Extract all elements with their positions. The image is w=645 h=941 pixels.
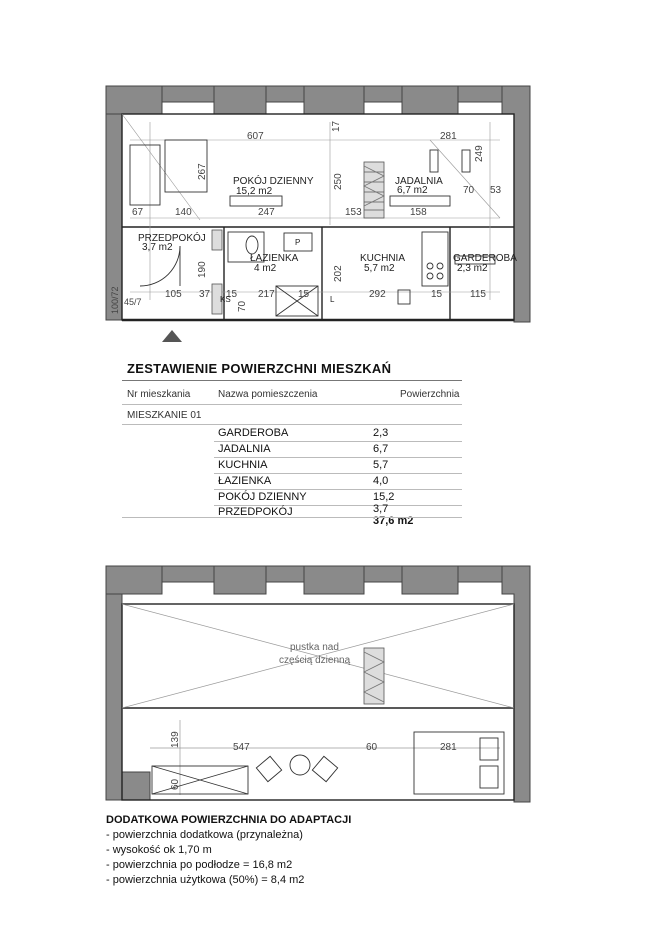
room-area: 2,3 m2 — [457, 263, 488, 274]
table-row-value: 4,0 — [373, 475, 389, 487]
room-name: POKÓJ DZIENNY — [233, 176, 314, 187]
dim: 105 — [165, 289, 182, 300]
dim: 190 — [197, 261, 208, 278]
room-area: 15,2 m2 — [236, 186, 273, 197]
table-row-name: JADALNIA — [218, 443, 271, 455]
room-name: JADALNIA — [395, 176, 443, 187]
table-row-value: 3,7 — [373, 503, 389, 515]
dim: 292 — [369, 289, 386, 300]
table-row-name: POKÓJ DZIENNY — [218, 491, 307, 503]
dim: 60 — [170, 778, 181, 790]
dim: 115 — [470, 289, 486, 300]
dim: 53 — [490, 185, 502, 196]
table-row-value: 15,2 — [373, 491, 395, 503]
void-label: pustka nad — [290, 642, 339, 653]
room-name: ŁAZIENKA — [250, 253, 299, 264]
room-area: 6,7 m2 — [397, 185, 428, 196]
dim: 281 — [440, 131, 457, 142]
dim: 60 — [366, 742, 378, 753]
table-row-name: GARDEROBA — [218, 427, 289, 439]
room-area: 3,7 m2 — [142, 242, 173, 253]
floor-plan-attic — [0, 560, 645, 805]
symbol-ks: KS — [220, 295, 231, 304]
outer-walls — [106, 566, 530, 802]
dim: 158 — [410, 207, 427, 218]
dim: 217 — [258, 289, 275, 300]
notes-item: - powierzchnia dodatkowa (przynależna) — [106, 829, 303, 841]
dim: 45/7 — [124, 297, 142, 307]
entrance-arrow-icon — [162, 330, 182, 342]
floor-plan-main — [0, 0, 645, 345]
dim: 607 — [247, 131, 264, 142]
room-area: 5,7 m2 — [364, 263, 395, 274]
dim: 267 — [197, 163, 208, 180]
notes-item: - wysokość ok 1,70 m — [106, 844, 212, 856]
notes-heading: DODATKOWA POWIERZCHNIA DO ADAPTACJI — [106, 814, 352, 826]
dim: 37 — [199, 289, 211, 300]
room-area: 4 m2 — [254, 263, 277, 274]
room-name: KUCHNIA — [360, 253, 406, 264]
table-row-name: PRZEDPOKÓJ — [218, 506, 293, 518]
void-label: częścią dzienną — [279, 655, 351, 666]
table-row-value: 5,7 — [373, 459, 389, 471]
table-row-value: 2,3 — [373, 427, 389, 439]
notes-block — [106, 813, 351, 888]
dim: 70 — [237, 300, 248, 312]
dim: 247 — [258, 207, 275, 218]
dim: 140 — [175, 207, 192, 218]
dim: 15 — [298, 289, 310, 300]
symbol-p: P — [295, 238, 301, 247]
table-row-name: KUCHNIA — [218, 459, 268, 471]
dim: 139 — [170, 731, 181, 748]
notes-item: - powierzchnia użytkowa (50%) = 8,4 m2 — [106, 874, 305, 886]
dim: 202 — [333, 265, 344, 282]
notes-item: - powierzchnia po podłodze = 16,8 m2 — [106, 859, 293, 871]
dim: 100/72 — [110, 286, 120, 314]
dim: 17 — [331, 120, 342, 132]
dim: 153 — [345, 207, 362, 218]
dim: 250 — [333, 173, 344, 190]
dim: 15 — [431, 289, 443, 300]
table-row-name: ŁAZIENKA — [218, 475, 272, 487]
dim: 15 — [226, 289, 238, 300]
room-name: PRZEDPOKÓJ — [138, 233, 206, 244]
dim: 249 — [474, 145, 485, 162]
dim: 281 — [440, 742, 457, 753]
dim: 547 — [233, 742, 250, 753]
room-name: GARDEROBA — [453, 253, 517, 264]
table-row-value: 6,7 — [373, 443, 389, 455]
dim: 67 — [132, 207, 144, 218]
dim: 70 — [463, 185, 475, 196]
symbol-l: L — [330, 295, 335, 304]
apartment-label: MIESZKANIE 01 — [127, 410, 202, 421]
col-header-apartment: Nr mieszkania — [127, 389, 191, 400]
table-title: ZESTAWIENIE POWIERZCHNI MIESZKAŃ — [127, 361, 392, 376]
col-header-room: Nazwa pomieszczenia — [218, 389, 318, 400]
stairs-icon — [364, 648, 384, 704]
col-header-area: Powierzchnia — [400, 389, 460, 400]
table-total: 37,6 m2 — [373, 515, 414, 527]
